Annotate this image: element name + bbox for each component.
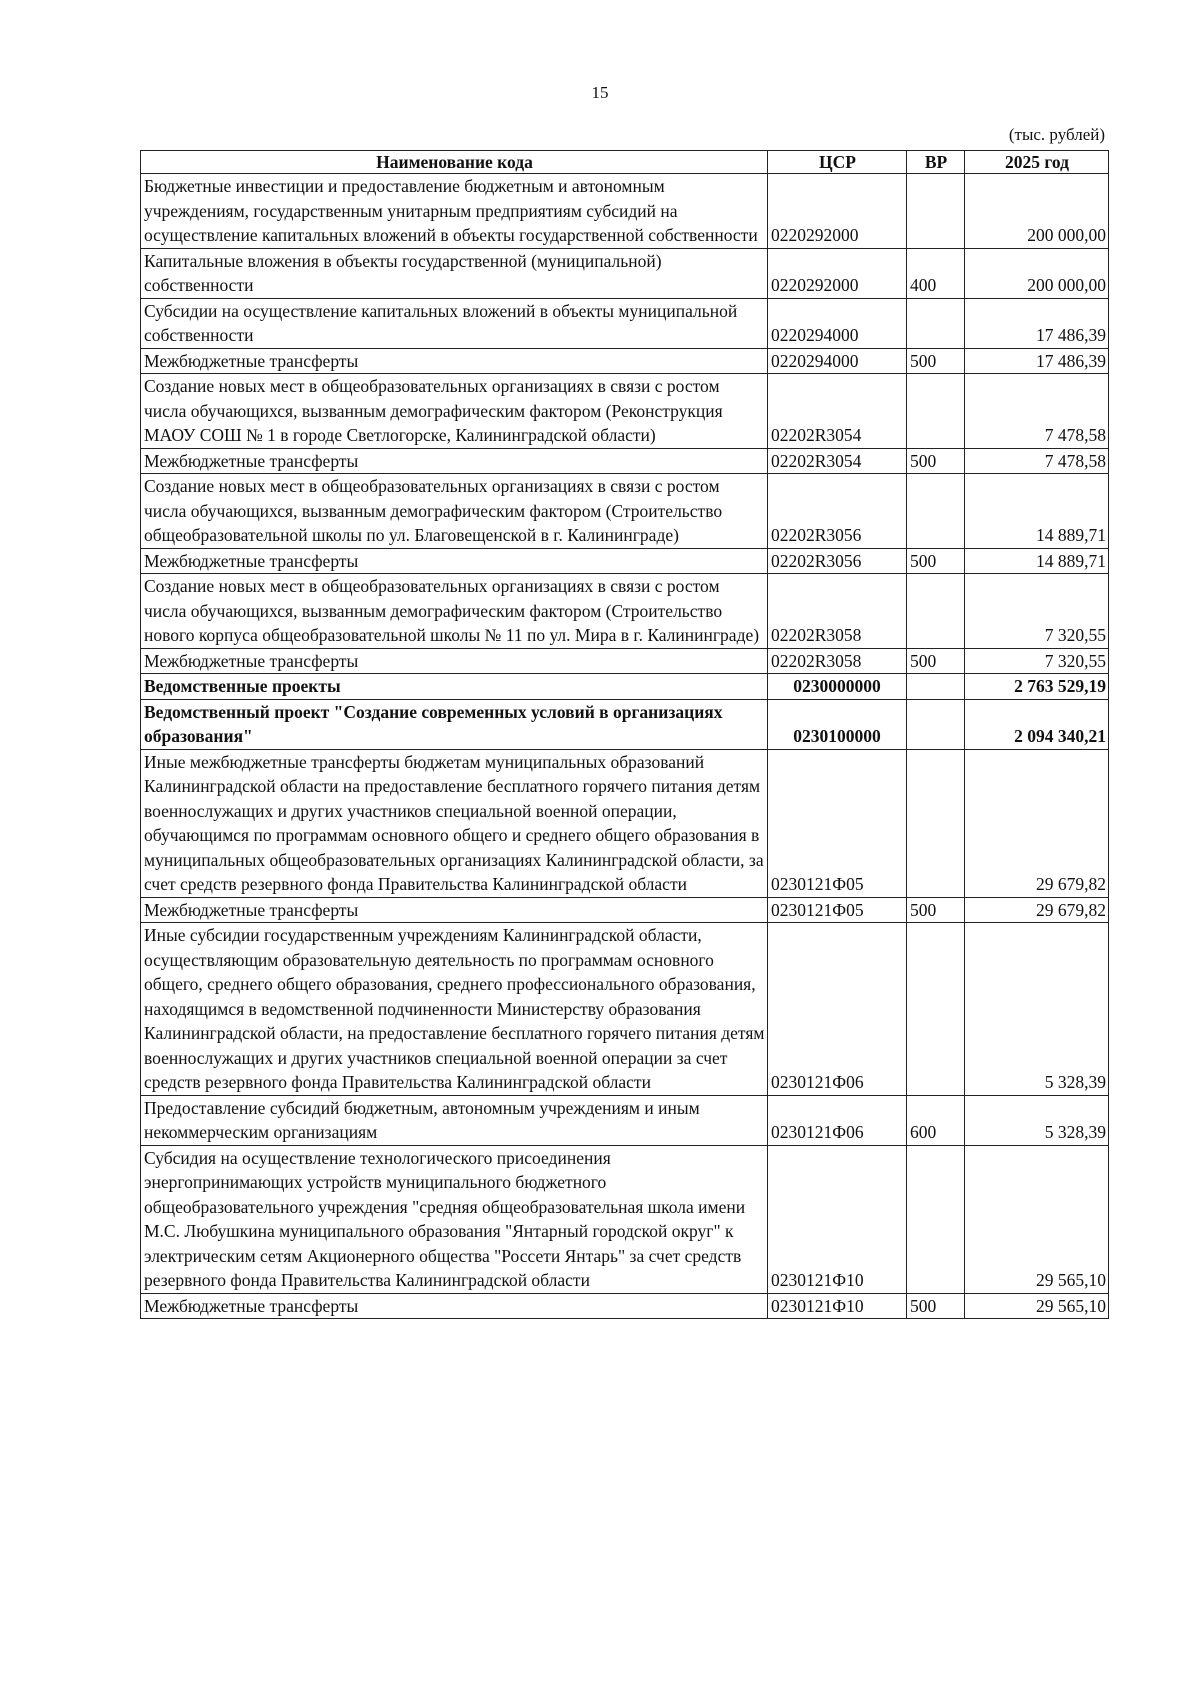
row-sum: 17 486,39 — [965, 348, 1109, 374]
table-row — [141, 1095, 1109, 1145]
row-name: Межбюджетные трансферты — [141, 348, 768, 374]
table-row-section — [141, 674, 1109, 700]
row-name: Межбюджетные трансферты — [141, 548, 768, 574]
table-row — [141, 749, 1109, 897]
row-vr — [907, 674, 965, 700]
row-csr: 0220294000 — [768, 348, 907, 374]
row-sum: 14 889,71 — [965, 474, 1109, 549]
row-name: Иные межбюджетные трансферты бюджетам муниципальных образований Калининградской области на предоставление бесплатного горячего питания детям военнослужащих и других участников специальной военной операции, обучающимся по программам основного общего и среднего общего образования в муниципальных общеобразовательных организациях Калининградской области, за счет средств резервного фонда Правительства Калининградской области — [141, 749, 768, 897]
row-vr: 500 — [907, 648, 965, 674]
row-csr: 0230000000 — [768, 674, 907, 700]
row-csr: 0230121Ф06 — [768, 923, 907, 1096]
header-sum: 2025 год — [965, 151, 1109, 174]
row-name: Создание новых мест в общеобразовательных организациях в связи с ростом числа обучающихся, вызванным демографическим фактором (Строительство общеобразовательной школы по ул. Благовещенской в г. Калининграде) — [141, 474, 768, 549]
table-row — [141, 897, 1109, 923]
row-vr: 500 — [907, 1293, 965, 1319]
row-vr: 400 — [907, 248, 965, 298]
units-label: (тыс. рублей) — [1008, 125, 1105, 144]
row-vr: 500 — [907, 448, 965, 474]
table-row — [141, 348, 1109, 374]
row-sum: 7 478,58 — [965, 374, 1109, 449]
row-csr: 02202R3056 — [768, 474, 907, 549]
row-csr: 0230121Ф06 — [768, 1095, 907, 1145]
row-sum: 17 486,39 — [965, 298, 1109, 348]
row-name: Капитальные вложения в объекты государственной (муниципальной) собственности — [141, 248, 768, 298]
row-vr — [907, 749, 965, 897]
row-vr — [907, 574, 965, 649]
row-name: Предоставление субсидий бюджетным, автономным учреждениям и иным некоммерческим организациям — [141, 1095, 768, 1145]
row-name: Межбюджетные трансферты — [141, 448, 768, 474]
table-row-section — [141, 699, 1109, 749]
row-sum: 14 889,71 — [965, 548, 1109, 574]
row-name: Создание новых мест в общеобразовательных организациях в связи с ростом числа обучающихся, вызванным демографическим фактором (Строительство нового корпуса общеобразовательной школы № 11 по ул. Мира в г. Калининграде) — [141, 574, 768, 649]
row-vr — [907, 374, 965, 449]
table-row — [141, 648, 1109, 674]
row-name: Ведомственные проекты — [141, 674, 768, 700]
row-sum: 2 094 340,21 — [965, 699, 1109, 749]
row-vr — [907, 298, 965, 348]
table-row — [141, 1145, 1109, 1293]
row-name: Ведомственный проект "Создание современных условий в организациях образования" — [141, 699, 768, 749]
table-row — [141, 923, 1109, 1096]
row-sum: 200 000,00 — [965, 174, 1109, 249]
row-vr — [907, 699, 965, 749]
table-row — [141, 298, 1109, 348]
row-sum: 7 320,55 — [965, 648, 1109, 674]
row-name: Межбюджетные трансферты — [141, 1293, 768, 1319]
row-name: Межбюджетные трансферты — [141, 648, 768, 674]
header-vr: ВР — [907, 151, 965, 174]
row-csr: 02202R3054 — [768, 448, 907, 474]
row-csr: 0230100000 — [768, 699, 907, 749]
row-sum: 29 565,10 — [965, 1145, 1109, 1293]
row-vr — [907, 1145, 965, 1293]
row-vr: 500 — [907, 548, 965, 574]
row-csr: 0230121Ф05 — [768, 897, 907, 923]
page-number: 15 — [591, 83, 609, 102]
row-sum: 5 328,39 — [965, 1095, 1109, 1145]
table-row — [141, 448, 1109, 474]
table-header-row — [141, 151, 1109, 174]
table-row — [141, 574, 1109, 649]
row-csr: 02202R3058 — [768, 648, 907, 674]
row-csr: 0220292000 — [768, 174, 907, 249]
table-row — [141, 174, 1109, 249]
row-sum: 5 328,39 — [965, 923, 1109, 1096]
row-name: Субсидия на осуществление технологического присоединения энергопринимающих устройств муниципального бюджетного общеобразовательного учреждения "средняя общеобразовательная школа имени М.С. Любушкина муниципального образования "Янтарный городской округ" к электрическим сетям Акционерного общества "Россети Янтарь" за счет средств резервного фонда Правительства Калининградской области — [141, 1145, 768, 1293]
row-name: Бюджетные инвестиции и предоставление бюджетным и автономным учреждениям, государственным унитарным предприятиям субсидий на осуществление капитальных вложений в объекты государственной собственности — [141, 174, 768, 249]
row-csr: 02202R3058 — [768, 574, 907, 649]
row-sum: 7 320,55 — [965, 574, 1109, 649]
table-row — [141, 248, 1109, 298]
row-name: Субсидии на осуществление капитальных вложений в объекты муниципальной собственности — [141, 298, 768, 348]
row-vr: 500 — [907, 897, 965, 923]
budget-table — [140, 150, 1109, 1319]
row-name: Межбюджетные трансферты — [141, 897, 768, 923]
row-sum: 29 679,82 — [965, 749, 1109, 897]
row-vr: 600 — [907, 1095, 965, 1145]
header-csr: ЦСР — [768, 151, 907, 174]
row-name: Иные субсидии государственным учреждениям Калининградской области, осуществляющим образовательную деятельность по программам основного общего, среднего общего образования, среднего профессионального образования, находящимся в ведомственной подчиненности Министерству образования Калининградской области, на предоставление бесплатного горячего питания детям военнослужащих и других участников специальной военной операции за счет средств резервного фонда Правительства Калининградской области — [141, 923, 768, 1096]
row-vr — [907, 474, 965, 549]
row-csr: 0230121Ф10 — [768, 1293, 907, 1319]
row-csr: 02202R3054 — [768, 374, 907, 449]
row-name: Создание новых мест в общеобразовательных организациях в связи с ростом числа обучающихся, вызванным демографическим фактором (Реконструкция МАОУ СОШ № 1 в городе Светлогорске, Калининградской области) — [141, 374, 768, 449]
row-sum: 7 478,58 — [965, 448, 1109, 474]
row-vr — [907, 174, 965, 249]
row-vr — [907, 923, 965, 1096]
row-csr: 0220292000 — [768, 248, 907, 298]
row-csr: 0220294000 — [768, 298, 907, 348]
row-vr: 500 — [907, 348, 965, 374]
row-sum: 29 565,10 — [965, 1293, 1109, 1319]
row-sum: 2 763 529,19 — [965, 674, 1109, 700]
table-row — [141, 548, 1109, 574]
row-sum: 29 679,82 — [965, 897, 1109, 923]
table-row — [141, 374, 1109, 449]
table-row — [141, 474, 1109, 549]
table-row — [141, 1293, 1109, 1319]
row-csr: 0230121Ф05 — [768, 749, 907, 897]
row-csr: 02202R3056 — [768, 548, 907, 574]
row-csr: 0230121Ф10 — [768, 1145, 907, 1293]
header-name: Наименование кода — [141, 151, 768, 174]
row-sum: 200 000,00 — [965, 248, 1109, 298]
